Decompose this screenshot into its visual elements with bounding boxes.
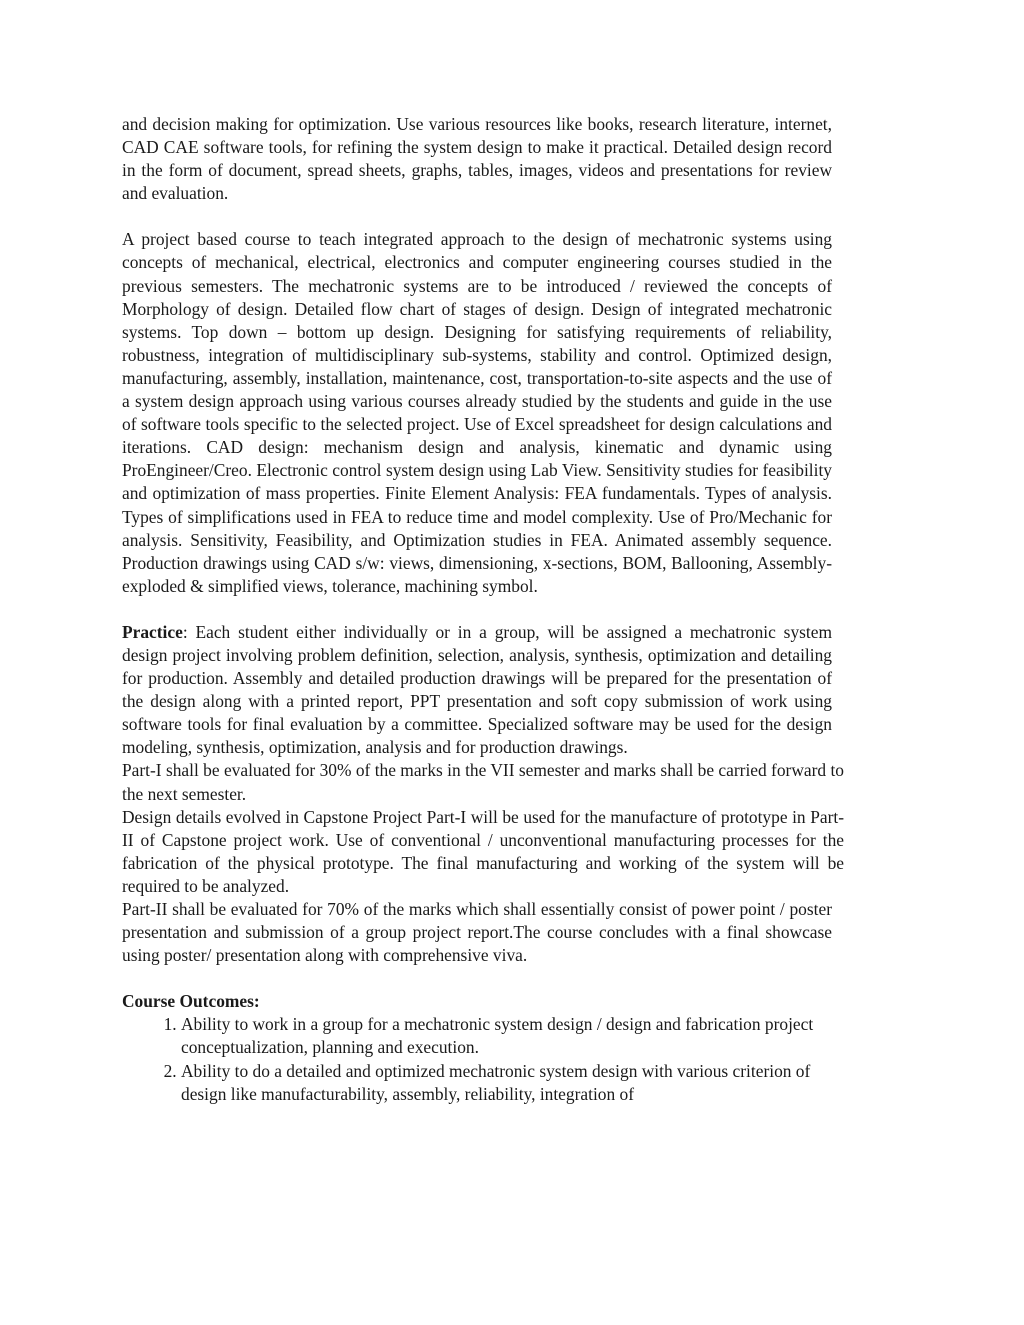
paragraph-spacer <box>122 205 832 228</box>
part1-evaluation-paragraph: Part-I shall be evaluated for 30% of the marks in the VII semester and marks shall be carried forward to the next semester. <box>122 760 844 804</box>
paragraph-spacer <box>122 967 832 990</box>
practice-paragraph <box>122 621 832 760</box>
part2-evaluation-paragraph: Part-II shall be evaluated for 70% of the marks which shall essentially consist of power point / poster presentation and submission of a group project report.The course concludes with a final showcase using poster/ presentation along with comprehensive viva. <box>122 899 832 966</box>
document-page <box>122 113 844 1106</box>
outcome-item: 2. Ability to do a detailed and optimized mechatronic system design with various criterion of design like manufacturability, assembly, reliability, integration of <box>181 1060 853 1106</box>
design-details-paragraph: Design details evolved in Capstone Project Part-I will be used for the manufacture of prototype in Part-II of Capstone project work. Use of conventional / unconventional manufacturing processes for the fabrication of the physical prototype. The final manufacturing and working of the system will be required to be analyzed. <box>122 806 844 896</box>
course-outcomes-list <box>122 1013 853 1105</box>
practice-label: Practice <box>122 621 183 642</box>
paragraph-spacer <box>122 598 832 621</box>
course-description-paragraph: A project based course to teach integrated approach to the design of mechatronic systems using concepts of mechanical, electrical, electronics and computer engineering courses studied in the previous semesters. The mechatronic systems are to be introduced / reviewed the concepts of Morphology of design. Detailed flow chart of stages of design. Design of integrated mechatronic systems. Top down – bottom up design. Designing for satisfying requirements of reliability, robustness, integration of multidisciplinary sub-systems, stability and control. Optimized design, manufacturing, assembly, installation, maintenance, cost, transportation-to-site aspects and the use of a system design approach using various courses already studied by the students and guide in the use of software tools specific to the selected project. Use of Excel spreadsheet for design calculations and iterations. CAD design: mechanism design and analysis, kinematic and dynamic using ProEngineer/Creo. Electronic control system design using Lab View. Sensitivity studies for feasibility and optimization of mass properties. Finite Element Analysis: FEA fundamentals. Types of analysis. Types of simplifications used in FEA to reduce time and model complexity. Use of Pro/Mechanic for analysis. Sensitivity, Feasibility, and Optimization studies in FEA. Animated assembly sequence. Production drawings using CAD s/w: views, dimensioning, x-sections, BOM, Ballooning, Assembly-exploded & simplified views, tolerance, machining symbol. <box>122 229 832 596</box>
course-outcomes-heading: Course Outcomes: <box>122 991 260 1012</box>
outcome-item: 1. Ability to work in a group for a mechatronic system design / design and fabrication project conceptualization, planning and execution. <box>181 1013 853 1059</box>
practice-text: : Each student either individually or in a group, will be assigned a mechatronic system design project involving problem definition, selection, analysis, synthesis, optimization and detailing for production. Assembly and detailed production drawings will be prepared for the presentation of the design along with a printed report, PPT presentation and soft copy submission of work using software tools for final evaluation by a committee. Specialized software may be used for the design modeling, synthesis, optimization, analysis and for production drawings. <box>122 621 832 758</box>
intro-paragraph: and decision making for optimization. Use various resources like books, research literature, internet, CAD CAE software tools, for refining the system design to make it practical. Detailed design record in the form of document, spread sheets, graphs, tables, images, videos and presentations for review and evaluation. <box>122 114 832 204</box>
